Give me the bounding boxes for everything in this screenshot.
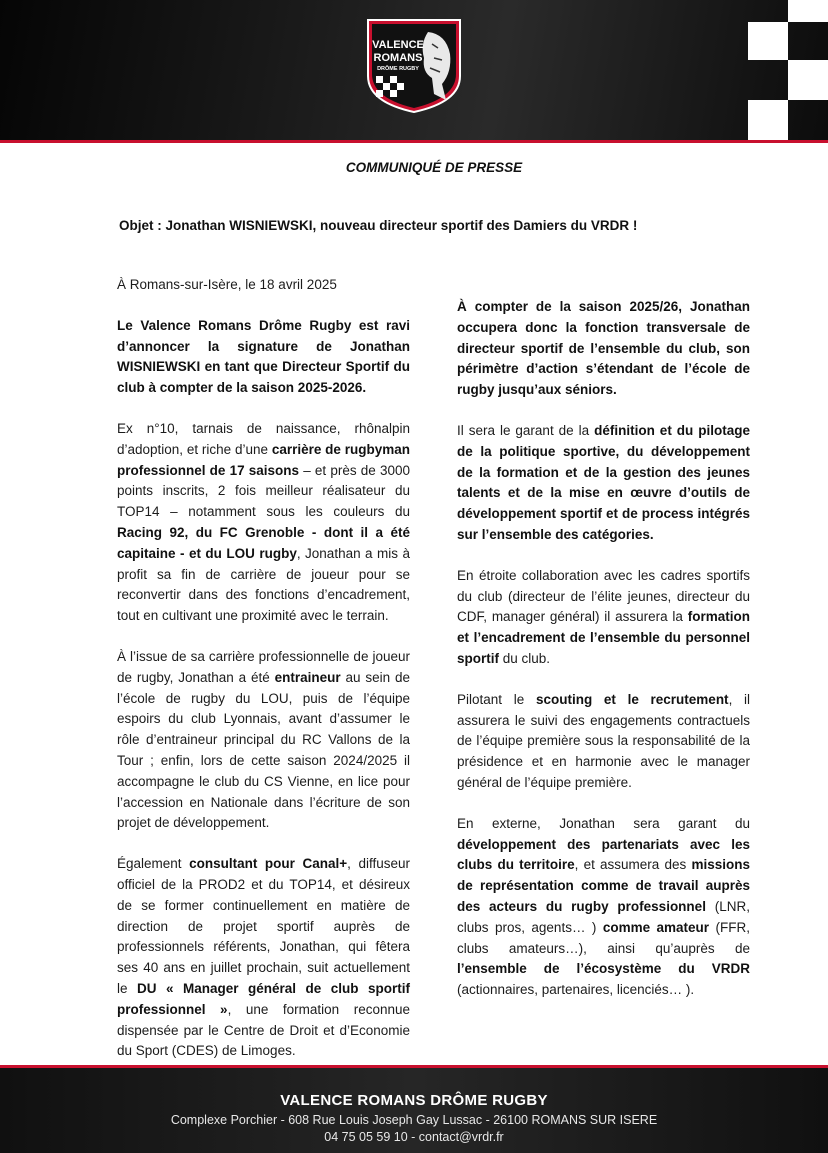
logo-line3: DRÔME RUGBY bbox=[377, 66, 419, 72]
paragraph-collaboration: En étroite collaboration avec les cadres sportifs du club (directeur de l’élite jeunes, directeur du CDF, manager général) il assurera la formation et l’encadrement de l’ensemble du personnel sportif du club. bbox=[457, 567, 750, 666]
paragraph-guarantor: Il sera le garant de la définition et du pilotage de la politique sportive, du développement de la formation et de la gestion des jeunes talents et de la mise en œuvre d’outils de développement sportif et de process intégrés sur l’ensemble des catégories. bbox=[457, 422, 750, 542]
document-subject: Objet : Jonathan WISNIEWSKI, nouveau directeur sportif des Damiers du VRDR ! bbox=[119, 218, 638, 233]
dateline: À Romans-sur-Isère, le 18 avril 2025 bbox=[117, 277, 337, 292]
footer-address: Complexe Porchier - 608 Rue Louis Joseph Gay Lussac - 26100 ROMANS SUR ISERE bbox=[170, 1113, 658, 1127]
left-column bbox=[117, 275, 410, 1082]
paragraph-coaching: À l’issue de sa carrière professionnelle de joueur de rugby, Jonathan a été entraineur au sein de l’école de rugby du LOU, puis de l’équipe espoirs du club Lyonnais, avant d’assumer le rôle d’entraineur principal du RC Vallons de la Tour ; enfin, lors de cette saison 2024/2025 il accompagne le club du CS Vienne, en lice pour l’accession en Nationale dans l’écriture de son projet de développement. bbox=[117, 648, 410, 831]
paragraph-consultant: Également consultant pour Canal+, diffuseur officiel de la PROD2 et du TOP14, et désireux de se former continuellement en matière de direction de projet sportif auprès de professionnels référents, Jonathan, qui fêtera ses 40 ans en juillet prochain, suit actuellement le DU « Manager général de club sportif professionnel », une formation reconnue dispensée par le Centre de Droit et d’Economie du Sport (CDES) de Limoges. bbox=[117, 856, 410, 1059]
paragraph-role: À compter de la saison 2025/26, Jonathan occupera donc la fonction transversale de directeur sportif de l’ensemble du club, son périmètre d’action s’étendant de l’école de rugby jusqu’aux séniors. bbox=[457, 299, 750, 398]
document-title: COMMUNIQUÉ DE PRESSE bbox=[345, 160, 523, 175]
logo-line1: VALENCE bbox=[372, 39, 424, 51]
paragraph-intro: Le Valence Romans Drôme Rugby est ravi d’annoncer la signature de Jonathan WISNIEWSKI en tant que Directeur Sportif du club à compter de la saison 2025-2026. bbox=[117, 317, 410, 396]
header-accent-line bbox=[0, 140, 828, 143]
paragraph-external: En externe, Jonathan sera garant du développement des partenariats avec les clubs du territoire, et assumera des missions de représentation comme de travail auprès des acteurs du rugby professionnel (LNR, clubs pros, agents… ) comme amateur (FFR, clubs amateurs…), ainsi qu’auprès de l’ensemble de l’écosystème du VRDR (actionnaires, partenaires, licenciés… ). bbox=[457, 815, 750, 998]
footer-contact: 04 75 05 59 10 - contact@vrdr.fr bbox=[324, 1130, 504, 1144]
paragraph-scouting: Pilotant le scouting et le recrutement, il assurera le suivi des engagements contractuels de l’équipe première sous la responsabilité de la présidence et en harmonie avec le manager général de l’équipe première. bbox=[457, 691, 751, 790]
checkered-pattern bbox=[748, 0, 828, 140]
header-band bbox=[0, 0, 828, 142]
club-logo bbox=[362, 14, 466, 114]
right-column bbox=[457, 297, 750, 1021]
paragraph-career: Ex n°10, tarnais de naissance, rhônalpin d’adoption, et riche d’une carrière de rugbyman professionnel de 17 saisons – et près de 3000 points inscrits, 2 fois meilleur réalisateur du TOP14 – notamment sous les couleurs du Racing 92, du FC Grenoble - dont il a été capitaine - et du LOU rugby, Jonathan a mis à profit sa fin de carrière de joueur pour se reconvertir dans des fonctions d’encadrement, tout en cultivant une proximité avec le terrain. bbox=[117, 420, 410, 624]
footer-org-name: VALENCE ROMANS DRÔME RUGBY bbox=[280, 1092, 548, 1109]
logo-line2: ROMANS bbox=[373, 52, 423, 64]
